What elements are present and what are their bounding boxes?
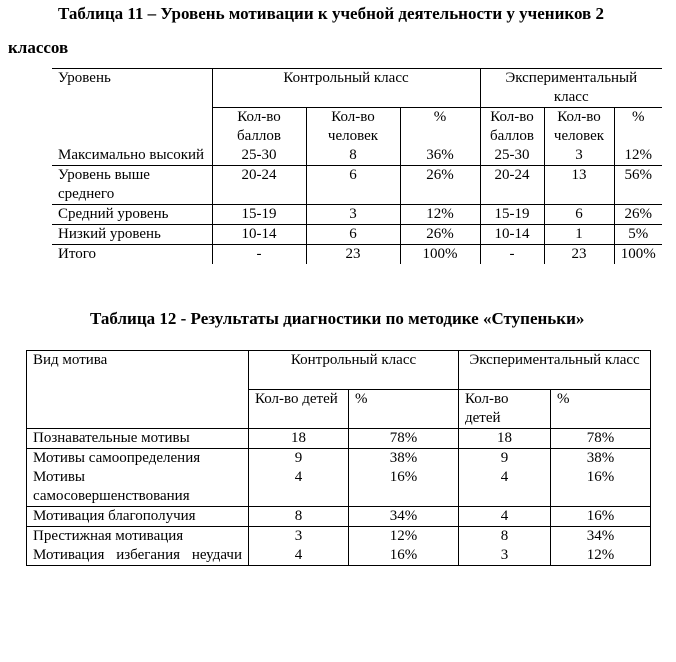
table-row	[52, 225, 662, 245]
column-header-level: Уровень	[52, 69, 212, 108]
cell-control-percent: 16%	[349, 468, 459, 507]
table-row	[27, 468, 651, 507]
table12-title: Таблица 12 - Результаты диагностики по методике «Ступеньки»	[90, 309, 585, 328]
cell-experimental-count: 18	[459, 429, 551, 449]
table11-title: Таблица 11 – Уровень мотивации к учебной деятельности у учеников 2	[58, 4, 604, 23]
table-row	[27, 429, 651, 449]
cell-experimental-points: -	[480, 245, 544, 265]
table-row	[52, 205, 662, 225]
table-row	[27, 507, 651, 527]
column-header-percent: %	[551, 390, 651, 429]
cell-control-points: 10-14	[212, 225, 306, 245]
cell-control-people: 8	[306, 146, 400, 166]
cell-experimental-points: 25-30	[480, 146, 544, 166]
cell-experimental-people: 6	[544, 205, 614, 225]
cell-control-people: 23	[306, 245, 400, 265]
cell-experimental-count: 8	[459, 527, 551, 547]
cell-experimental-percent: 56%	[614, 166, 662, 205]
row-motive: Мотивация избегания неудачи	[27, 546, 249, 566]
cell-control-points: 25-30	[212, 146, 306, 166]
cell-control-percent: 26%	[400, 225, 480, 245]
cell-control-people: 6	[306, 166, 400, 205]
column-header-percent: %	[349, 390, 459, 429]
row-level: Средний уровень	[52, 205, 212, 225]
cell-control-points: -	[212, 245, 306, 265]
column-header-children: Кол-во детей	[249, 390, 349, 429]
cell-experimental-count: 4	[459, 468, 551, 507]
table-header-row	[52, 69, 662, 108]
cell-experimental-people: 23	[544, 245, 614, 265]
column-header-experimental: Экспериментальный класс	[459, 351, 651, 390]
column-header-percent: %	[614, 108, 662, 147]
column-header-people: Кол-во человек	[306, 108, 400, 147]
row-level: Уровень выше среднего	[52, 166, 212, 205]
table-row	[27, 449, 651, 469]
column-header-points: Кол-во баллов	[212, 108, 306, 147]
cell-experimental-points: 15-19	[480, 205, 544, 225]
column-header-points: Кол-во баллов	[480, 108, 544, 147]
column-header-people: Кол-во человек	[544, 108, 614, 147]
row-motive: Мотивация благополучия	[27, 507, 249, 527]
table12	[26, 350, 651, 566]
cell-experimental-count: 4	[459, 507, 551, 527]
column-header-control: Контрольный класс	[212, 69, 480, 108]
cell-control-percent: 36%	[400, 146, 480, 166]
row-level: Итого	[58, 246, 96, 262]
cell-control-count: 3	[249, 527, 349, 547]
table-row	[52, 146, 662, 166]
cell-control-points: 15-19	[212, 205, 306, 225]
table11-title-continuation: классов	[8, 38, 69, 57]
column-header-control: Контрольный класс	[249, 351, 459, 390]
row-motive: Мотивы самосовершенствования	[27, 468, 249, 507]
cell-experimental-people: 13	[544, 166, 614, 205]
cell-control-count: 4	[249, 468, 349, 507]
cell-experimental-percent: 16%	[551, 468, 651, 507]
row-level: Низкий уровень	[52, 225, 212, 245]
table-row	[52, 166, 662, 205]
cell-experimental-percent: 16%	[551, 507, 651, 527]
cell-control-count: 4	[249, 546, 349, 566]
column-header-experimental: Экспериментальный класс	[480, 69, 662, 108]
cell-experimental-people: 3	[544, 146, 614, 166]
table11	[52, 68, 662, 264]
table-row	[27, 546, 651, 566]
table-row-total	[52, 245, 662, 265]
cell-experimental-percent: 12%	[551, 546, 651, 566]
cell-control-percent: 12%	[400, 205, 480, 225]
row-level: Максимально высокий	[52, 146, 212, 166]
cell-control-percent: 34%	[349, 507, 459, 527]
cell-experimental-count: 3	[459, 546, 551, 566]
column-header-motive: Вид мотива	[27, 351, 249, 429]
cell-experimental-count: 9	[459, 449, 551, 469]
column-header-percent: %	[400, 108, 480, 147]
table-header-row	[27, 351, 651, 390]
cell-experimental-percent: 78%	[551, 429, 651, 449]
cell-control-count: 8	[249, 507, 349, 527]
cell-experimental-points: 10-14	[480, 225, 544, 245]
column-header-children: Кол-во детей	[459, 390, 551, 429]
cell-control-percent: 78%	[349, 429, 459, 449]
table-subheader-row	[52, 108, 662, 147]
cell-experimental-percent: 5%	[614, 225, 662, 245]
row-motive: Познавательные мотивы	[27, 429, 249, 449]
cell-control-percent: 16%	[349, 546, 459, 566]
table-row	[27, 527, 651, 547]
cell-control-percent: 26%	[400, 166, 480, 205]
cell-control-count: 9	[249, 449, 349, 469]
cell-control-percent: 38%	[349, 449, 459, 469]
cell-experimental-percent: 12%	[614, 146, 662, 166]
cell-experimental-points: 20-24	[480, 166, 544, 205]
cell-experimental-percent: 26%	[614, 205, 662, 225]
cell-experimental-percent: 100%	[614, 245, 662, 265]
row-motive: Престижная мотивация	[27, 527, 249, 547]
cell-experimental-people: 1	[544, 225, 614, 245]
cell-experimental-percent: 34%	[551, 527, 651, 547]
row-motive: Мотивы самоопределения	[27, 449, 249, 469]
cell-control-points: 20-24	[212, 166, 306, 205]
cell-control-percent: 12%	[349, 527, 459, 547]
cell-control-people: 3	[306, 205, 400, 225]
cell-control-count: 18	[249, 429, 349, 449]
cell-control-people: 6	[306, 225, 400, 245]
cell-experimental-percent: 38%	[551, 449, 651, 469]
cell-control-percent: 100%	[400, 245, 480, 265]
